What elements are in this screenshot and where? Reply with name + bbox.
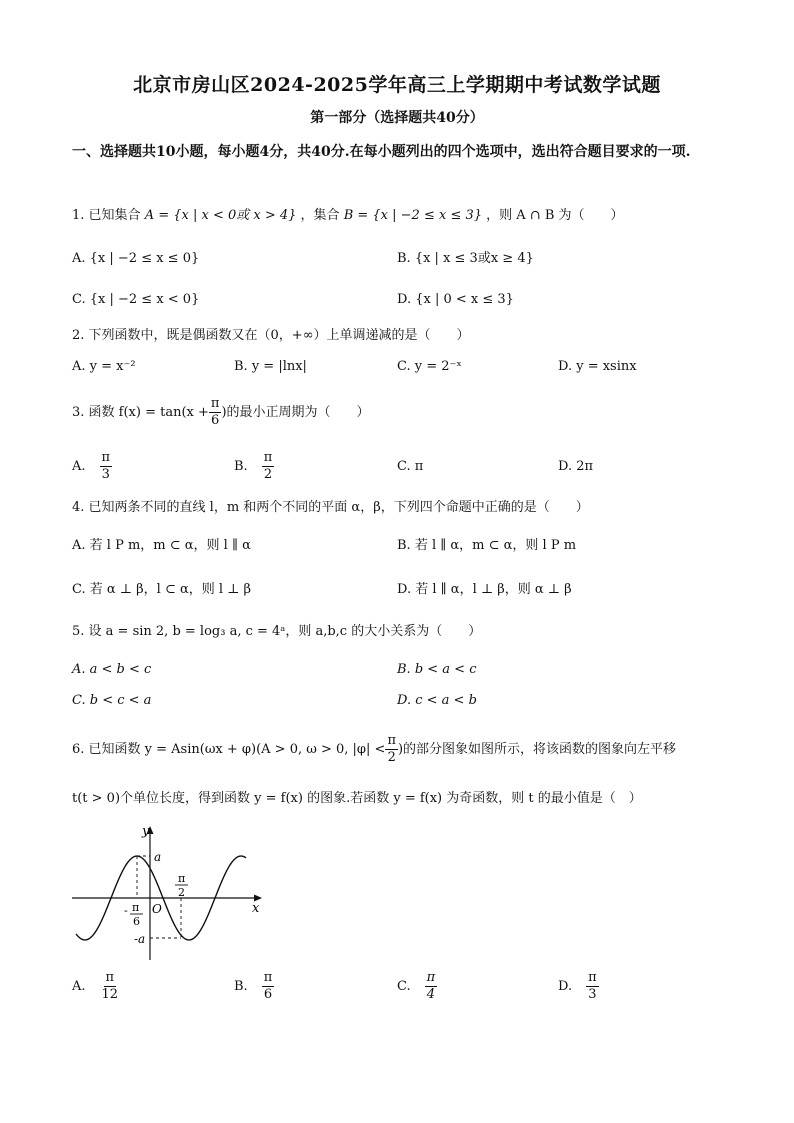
- question-2-stem: 2. 下列函数中，既是偶函数又在（0，+∞）上单调递减的是（ ）: [72, 328, 470, 343]
- a-label: a: [154, 850, 162, 864]
- q3-a-label: A.: [72, 458, 86, 474]
- q4-option-c: C. 若 α ⊥ β，l ⊂ α，则 l ⊥ β: [72, 582, 252, 597]
- question-3-stem: [72, 396, 370, 429]
- q3-option-b: [234, 450, 274, 483]
- x-axis-label: x: [252, 901, 260, 916]
- q6-b-num: π: [263, 970, 273, 985]
- q6-option-b: [234, 970, 274, 1003]
- q6-c-fraction: [425, 970, 438, 1003]
- q3-a-num: π: [101, 450, 111, 465]
- q5-option-c: C. b < c < a: [72, 693, 152, 708]
- exam-title: 北京市房山区2024-2025学年高三上学期期中考试数学试题: [133, 74, 661, 96]
- q3-frac-den: 6: [211, 413, 220, 428]
- q6-c-label: C.: [397, 978, 411, 994]
- question-6-stem-line2: t(t > 0)个单位长度，得到函数 y = f(x) 的图象.若函数 y = f(x) 为奇函数，则 t 的最小值是（ ）: [72, 791, 642, 806]
- q6-option-c: [397, 970, 437, 1003]
- q6-a-fraction: [100, 970, 121, 1003]
- pi2-den: 2: [178, 886, 185, 899]
- q6-a-den: 12: [101, 987, 119, 1002]
- neg-pi6-sign: -: [124, 904, 128, 917]
- neg-pi6-den: 6: [133, 915, 140, 928]
- q3-option-c: C. π: [397, 459, 424, 474]
- q6-suffix: )的部分图象如图所示，将该函数的图象向左平移: [397, 741, 677, 757]
- q3-b-fraction: [262, 450, 275, 483]
- q6-prefix: 6. 已知函数 y = Asin(ωx + φ)(A > 0, ω > 0, |φ| <: [72, 741, 386, 757]
- q3-a-den: 3: [101, 467, 110, 482]
- part-subtitle: 第一部分（选择题共40分）: [310, 110, 484, 126]
- q1-prefix: 1. 已知集合: [72, 208, 141, 223]
- q6-d-fraction: [586, 970, 599, 1003]
- q6-c-den: 4: [426, 987, 436, 1002]
- q3-prefix: 3. 函数 f(x) = tan(x +: [72, 404, 209, 420]
- q1-option-c: C. {x | −2 ≤ x < 0}: [72, 292, 200, 307]
- question-4-stem: 4. 已知两条不同的直线 l，m 和两个不同的平面 α，β，下列四个命题中正确的是（ ）: [72, 500, 589, 515]
- q4-option-a: A. 若 l P m，m ⊂ α，则 l ∥ α: [72, 538, 251, 553]
- q2-option-a: A. y = x⁻²: [72, 359, 136, 374]
- q6-b-fraction: [262, 970, 275, 1003]
- section-heading: 一、选择题共10小题，每小题4分，共40分.在每小题列出的四个选项中，选出符合题目要求的一项.: [72, 144, 691, 160]
- q3-b-num: π: [263, 450, 273, 465]
- q6-frac-den: 2: [387, 750, 396, 765]
- q3-option-d: D. 2π: [558, 459, 594, 474]
- q1-set-b: B = {x | −2 ≤ x ≤ 3}: [343, 208, 483, 223]
- q6-option-d: [558, 970, 599, 1003]
- q1-set-a: A = {x | x < 0或 x > 4}: [144, 208, 297, 223]
- q1-option-d: D. {x | 0 < x ≤ 3}: [397, 292, 514, 307]
- q3-option-a: [72, 450, 112, 483]
- q6-fraction: [385, 733, 398, 766]
- q6-frac-num: π: [387, 733, 396, 748]
- q4-option-b: B. 若 l ∥ α，m ⊂ α，则 l P m: [397, 538, 577, 553]
- q3-frac-num: π: [210, 396, 220, 411]
- y-axis-label: y: [142, 824, 150, 839]
- q1-option-b: B. {x | x ≤ 3或x ≥ 4}: [397, 251, 534, 266]
- q5-option-b: B. b < a < c: [397, 662, 477, 677]
- q6-b-den: 6: [263, 987, 273, 1002]
- neg-pi6-num: π: [132, 901, 140, 914]
- question-5-stem: 5. 设 a = sin 2, b = log₃ a, c = 4ᵃ，则 a,b,c 的大小关系为（ ）: [72, 624, 482, 639]
- q6-c-num: π: [426, 970, 436, 985]
- q3-b-label: B.: [234, 458, 248, 474]
- q6-b-label: B.: [234, 978, 248, 994]
- q3-suffix: )的最小正周期为（ ）: [221, 404, 370, 420]
- q1-suffix: ，则 A ∩ B 为（ ）: [486, 208, 624, 223]
- q3-fraction: [209, 396, 222, 429]
- q6-d-den: 3: [588, 987, 597, 1002]
- q6-d-label: D.: [558, 978, 573, 994]
- q1-mid: ，集合: [300, 208, 340, 223]
- q2-option-c: C. y = 2⁻ˣ: [397, 359, 462, 374]
- sine-graph: [70, 820, 270, 965]
- q2-option-b: B. y = |lnx|: [234, 359, 307, 374]
- pi2-num: π: [178, 872, 186, 885]
- q5-option-d: D. c < a < b: [397, 693, 477, 708]
- q3-b-den: 2: [263, 467, 273, 482]
- question-1-stem: [72, 205, 624, 227]
- q1-option-a: A. {x | −2 ≤ x ≤ 0}: [72, 251, 200, 266]
- q6-a-label: A.: [72, 978, 86, 994]
- q5-option-a: A. a < b < c: [72, 662, 152, 677]
- q6-a-num: π: [105, 970, 115, 985]
- q3-a-fraction: [100, 450, 113, 483]
- q6-d-num: π: [588, 970, 597, 985]
- q6-option-a: [72, 970, 120, 1003]
- origin-label: O: [152, 902, 162, 916]
- q4-option-d: D. 若 l ∥ α，l ⊥ β，则 α ⊥ β: [397, 582, 572, 597]
- q2-option-d: D. y = xsinx: [558, 359, 637, 374]
- question-6-stem: [72, 733, 676, 766]
- neg-a-label: -a: [134, 932, 146, 946]
